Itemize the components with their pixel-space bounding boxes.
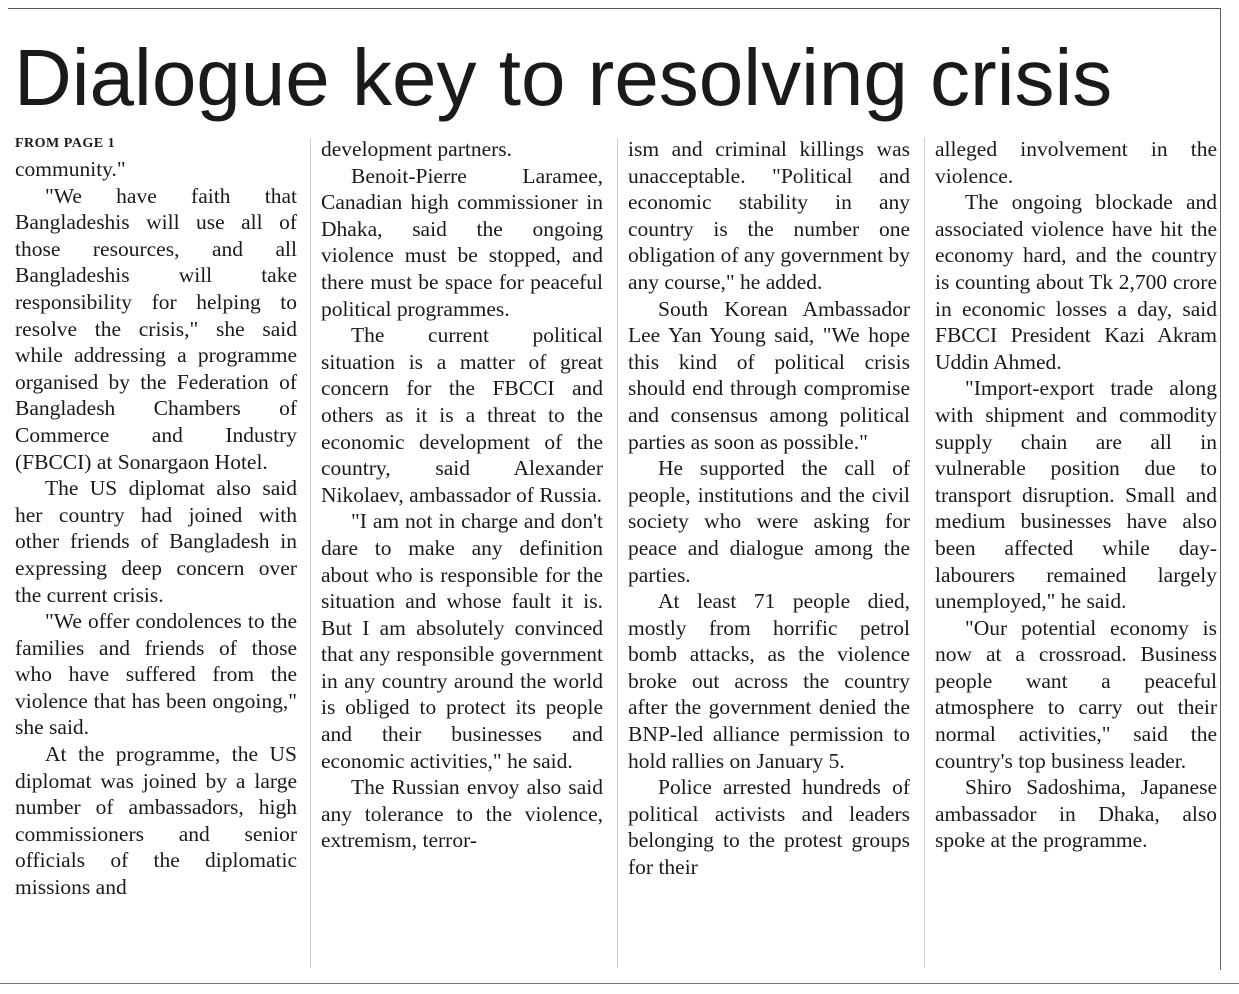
- paragraph: "We have faith that Bangladeshis will use all of those resources, and all Bangladeshis will take responsibility for helping to resolve the crisis," she said while addressing a programme organised by the Federation of Bangladesh Chambers of Commerce and Industry (FBCCI) at Sonargaon Hotel.: [15, 183, 297, 474]
- paragraph: community.": [15, 157, 126, 181]
- article-column-1: [15, 136, 297, 901]
- paragraph: "Import-export trade along with shipment and commodity supply chain are all in vulnerable position due to transport disruption. Small and medium businesses have also been affected while day-labourers remained largely unemployed," he said.: [935, 376, 1217, 614]
- column-divider: [617, 138, 618, 968]
- paragraph: The current political situation is a matter of great concern for the FBCCI and others as it is a threat to the economic development of the country, said Alexander Nikolaev, ambassador of Russia.: [321, 323, 603, 507]
- paragraph: ism and criminal killings was unacceptable. "Political and economic stability in any country is the number one obligation of any government by any course," he added.: [628, 137, 910, 294]
- column-divider: [310, 138, 311, 968]
- paragraph: South Korean Ambassador Lee Yan Young said, "We hope this kind of political crisis should end through compromise and consensus among political parties as soon as possible.": [628, 296, 910, 454]
- paragraph: development partners.: [321, 137, 513, 161]
- article-column-3: [628, 136, 910, 881]
- paragraph: alleged involvement in the violence.: [935, 137, 1217, 188]
- paragraph: Benoit-Pierre Laramee, Canadian high commissioner in Dhaka, said the ongoing violence must be stopped, and there must be space for peaceful political programmes.: [321, 163, 603, 321]
- paragraph: At the programme, the US diplomat was joined by a large number of ambassadors, high commissioners and senior officials of the diplomatic missions and: [15, 742, 297, 900]
- paragraph: Police arrested hundreds of political activists and leaders belonging to the protest groups for their: [628, 775, 910, 880]
- kicker-from-page-1: FROM PAGE 1: [15, 136, 116, 151]
- article-column-2: [321, 136, 603, 854]
- paragraph: Shiro Sadoshima, Japanese ambassador in Dhaka, also spoke at the programme.: [935, 775, 1217, 853]
- article-column-4: [935, 136, 1217, 854]
- right-rule: [1220, 8, 1221, 970]
- paragraph: "We offer condolences to the families and friends of those who have suffered from the violence that has been ongoing," she said.: [15, 609, 297, 740]
- paragraph: He supported the call of people, institutions and the civil society who were asking for peace and dialogue among the parties.: [628, 456, 910, 587]
- paragraph: At least 71 people died, mostly from horrific petrol bomb attacks, as the violence broke out across the country after the government denied the BNP-led alliance permission to hold rallies on January 5.: [628, 589, 910, 773]
- paragraph: The Russian envoy also said any tolerance to the violence, extremism, terror-: [321, 775, 603, 853]
- bottom-rule: [0, 983, 1239, 984]
- paragraph: The ongoing blockade and associated violence have hit the economy hard, and the country is counting about Tk 2,700 crore in economic losses a day, said FBCCI President Kazi Akram Uddin Ahmed.: [935, 190, 1217, 374]
- paragraph: The US diplomat also said her country had joined with other friends of Bangladesh in expressing deep concern over the current crisis.: [15, 476, 297, 607]
- headline: Dialogue key to resolving crisis: [14, 33, 1113, 122]
- top-rule: [8, 8, 1220, 9]
- paragraph: "Our potential economy is now at a crossroad. Business people want a peaceful atmosphere to carry out their normal activities," said the country's top business leader.: [935, 615, 1217, 773]
- column-divider: [924, 138, 925, 968]
- paragraph: "I am not in charge and don't dare to make any definition about who is responsible for the situation and whose fault it is. But I am absolutely convinced that any responsible government in any country around the world is obliged to protect its people and their businesses and economic activities," he said.: [321, 509, 603, 773]
